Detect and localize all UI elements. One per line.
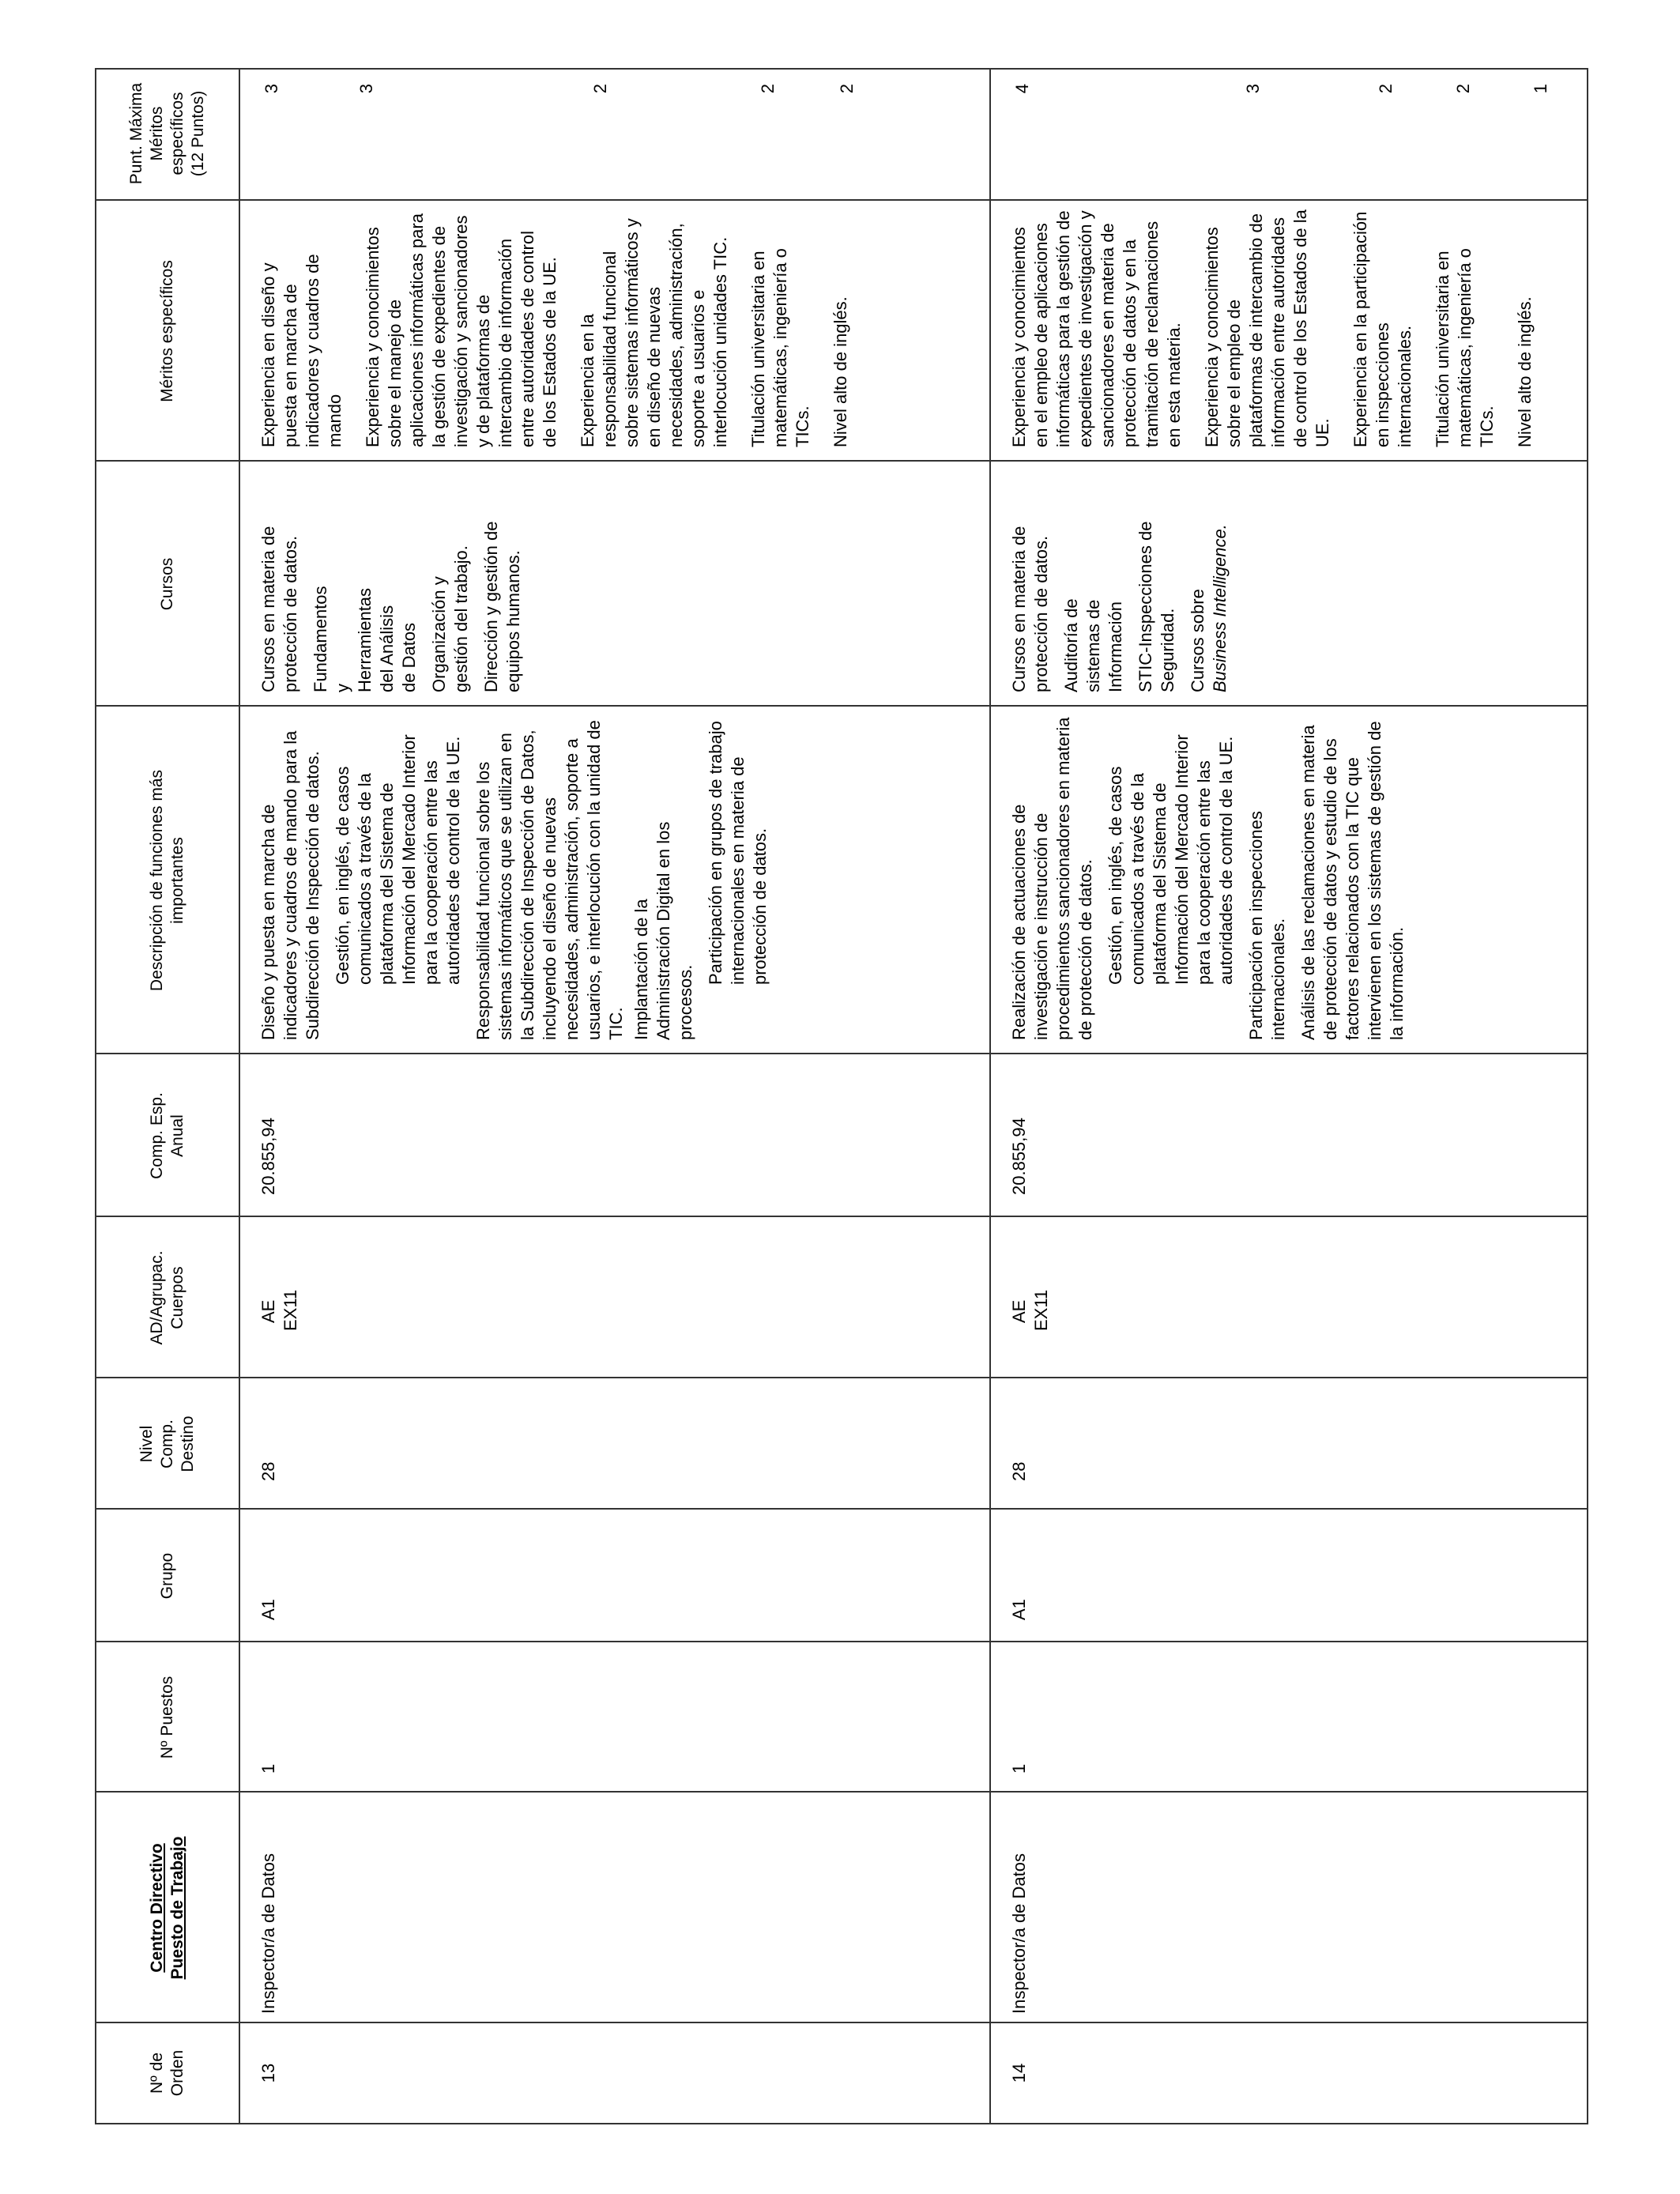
row-14-n-puestos: 1	[1009, 1763, 1029, 1774]
row-13-puesto: Inspector/a de Datos	[258, 1853, 278, 2014]
header-descripcion: Descripción de funciones más importantes	[148, 769, 186, 992]
row-14-comp-esp: 20.855,94	[1009, 1118, 1029, 1195]
row-13-punto: 2	[758, 84, 778, 94]
header-nivel: Nivel Comp. Destino	[137, 1416, 197, 1472]
row-14-curso-italic: Business Intelligence.	[1210, 524, 1230, 692]
header-centro-puesto	[96, 1793, 239, 2023]
row-13-comp-esp: 20.855,94	[258, 1118, 278, 1195]
row-13-ad: AE	[258, 1299, 278, 1323]
row-14-punto: 1	[1531, 84, 1550, 94]
row-13-merito: Nivel alto de inglés.	[831, 296, 850, 447]
row-14-merito: Titulación universitaria en matemáticas, ingeniería o TICs.	[1433, 248, 1497, 447]
header-ad-agrupac: AD/Agrupac. Cuerpos	[148, 1250, 186, 1345]
header-n-puestos: Nº Puestos	[158, 1676, 176, 1759]
row-13-orden: 13	[258, 2063, 278, 2083]
row-13-punto: 3	[262, 84, 281, 94]
row-13-merito: Experiencia en diseño y puesta en marcha de indicadores y cuadros de mando	[258, 254, 345, 447]
row-13-grupo: A1	[258, 1599, 278, 1620]
row-14-grupo: A1	[1009, 1599, 1029, 1620]
row-14-merito: Experiencia y conocimientos sobre el empleo de plataformas de intercambio de información entre autoridades de control de los Estados de la UE.	[1202, 209, 1332, 447]
row-14-ad: AE	[1009, 1299, 1029, 1323]
row-13-ad-cuerpos	[239, 1217, 989, 1378]
row-14-nivel: 28	[1009, 1461, 1029, 1481]
row-13-punto: 2	[837, 84, 857, 94]
header-meritos: Méritos específicos	[158, 260, 176, 402]
row-13-punto: 3	[356, 84, 376, 94]
row-13-puntos	[239, 66, 989, 201]
row-13-funcion: Responsabilidad funcional sobre los sistemas informáticos que se utilizan en la Subdirección de Inspección de Datos, incluyendo el diseño de nuevas necesidades, administración, soporte a usuarios, e interlocución con la unidad de TIC.	[473, 720, 626, 1040]
row-13-funcion: Implantación de la Administración Digital en los procesos.	[631, 821, 695, 1040]
row-13-funcion: Gestión, en inglés, de casos comunicados a través de la plataforma del Sistema de Información del Mercado Interior para la cooperación entre las autoridades de control de la UE.	[333, 734, 463, 985]
row-14-meritos	[989, 201, 1590, 462]
row-14-punto: 2	[1376, 84, 1396, 94]
row-14-merito: Experiencia en la participación en inspecciones internacionales.	[1350, 211, 1414, 447]
row-14-funcion: Participación en inspecciones internacionales.	[1246, 811, 1288, 1040]
header-grupo: Grupo	[158, 1552, 176, 1600]
row-13-cursos	[239, 462, 989, 707]
row-13-funcion: Diseño y puesta en marcha de indicadores y cuadros de mando para la Subdirección de Inspección de datos.	[258, 730, 322, 1040]
header-comp-esp: Comp. Esp. Anual	[148, 1092, 186, 1179]
row-13-curso: Cursos en materia de protección de datos.	[258, 526, 300, 692]
row-14-puntos	[989, 66, 1590, 201]
row-14-curso: Cursos en materia de protección de datos.	[1009, 526, 1051, 692]
header-cursos: Cursos	[158, 557, 176, 611]
row-14-curso: STIC-Inspecciones de Seguridad.	[1136, 521, 1177, 692]
row-14-curso: Auditoría de sistemas de Información	[1061, 598, 1125, 692]
row-13-nivel: 28	[258, 1461, 278, 1481]
row-13-merito: Experiencia y conocimientos sobre el manejo de aplicaciones informáticas para la gestión de expedientes de investigación y sancionadores y de plataformas de intercambio de información entre autoridades de control de los Estados de la UE.	[363, 213, 559, 447]
row-13-merito: Experiencia en la responsabilidad funcional sobre sistemas informáticos y en diseño de nuevas necesidades, administración, soporte a usuarios e interlocución unidades TIC.	[578, 218, 730, 447]
row-13-punto: 2	[590, 84, 610, 94]
row-14-cuerpos: EX11	[1031, 1289, 1051, 1331]
row-14-funcion: Realización de actuaciones de investigación e instrucción de procedimientos sancionadores en materia de protección de datos.	[1009, 717, 1095, 1040]
row-14-funcion: Gestión, en inglés, de casos comunicados a través de la plataforma del Sistema de Información del Mercado Interior para la cooperación entre las autoridades de control de la UE.	[1106, 734, 1236, 985]
row-13-cuerpos: EX11	[281, 1289, 300, 1331]
row-14-curso: Cursos sobre	[1188, 589, 1207, 692]
row-14-orden: 14	[1009, 2063, 1029, 2083]
row-13-merito: Titulación universitaria en matemáticas, ingeniería o TICs.	[748, 248, 812, 447]
row-13-descripcion	[239, 707, 989, 1054]
row-14-cursos	[989, 462, 1590, 707]
row-14-punto: 4	[1012, 84, 1032, 94]
row-14-punto: 2	[1453, 84, 1473, 94]
row-14-puesto: Inspector/a de Datos	[1009, 1853, 1029, 2014]
row-13-curso: Dirección y gestión de equipos humanos.	[481, 521, 523, 692]
row-14-descripcion	[989, 707, 1590, 1054]
header-puntuacion: Punt. Máxima Méritos específicos (12 Puntos)	[127, 82, 207, 185]
row-14-punto: 3	[1243, 84, 1263, 94]
row-14-funcion: Análisis de las reclamaciones en materia de protección de datos y estudio de los factores relacionados con la TIC que intervienen en los sistemas de gestión de la información.	[1298, 721, 1407, 1040]
row-13-n-puestos: 1	[258, 1763, 278, 1774]
header-centro-directivo: Centro Directivo	[148, 1843, 166, 1973]
row-14-merito: Experiencia y conocimientos en el empleo de aplicaciones informáticas para la gestión de expedientes de investigación y sancionadores en materia de protección de datos y en la tramitación de reclamaciones en esta materia.	[1009, 210, 1184, 447]
header-puesto-trabajo: Puesto de Trabajo	[168, 1836, 186, 1980]
row-13-funcion: Participación en grupos de trabajo internacionales en materia de protección de datos.	[706, 721, 770, 985]
row-13-meritos	[239, 201, 989, 462]
header-n-orden: Nº de Orden	[148, 2049, 186, 2097]
row-13-curso: Fundamentos y Herramientas del Análisis de Datos	[311, 586, 419, 692]
row-14-ad-cuerpos	[989, 1217, 1590, 1378]
row-13-curso: Organización y gestión del trabajo.	[429, 545, 471, 692]
row-14-merito: Nivel alto de inglés.	[1515, 296, 1535, 447]
job-table	[95, 68, 1588, 2124]
